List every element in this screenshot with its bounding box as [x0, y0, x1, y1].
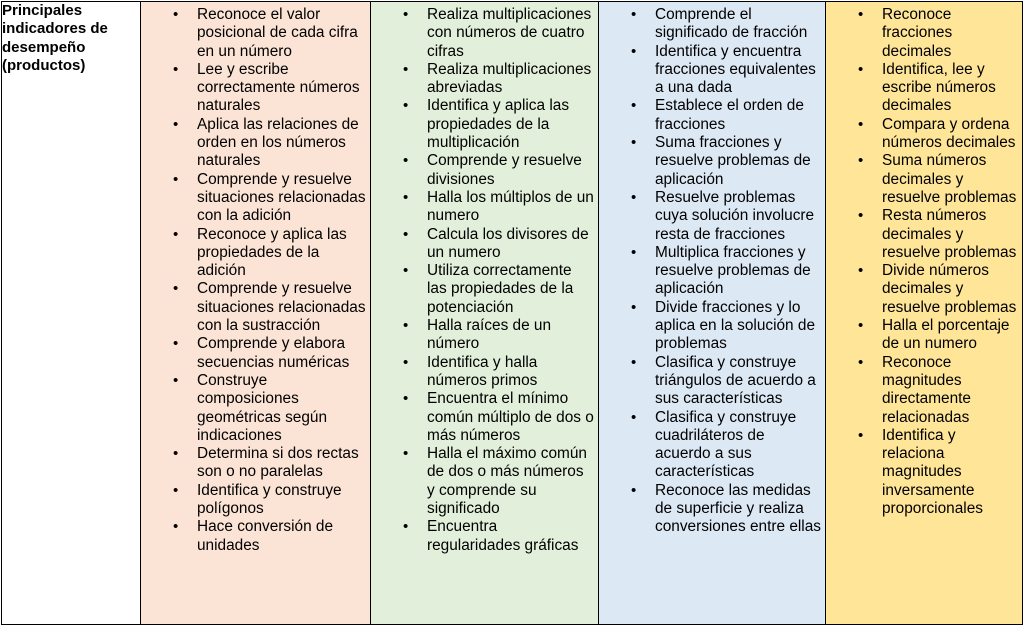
list-item: • Identifica, lee y escribe números decimales [826, 61, 1020, 116]
list-item: • Resta números decimales y resuelve problemas [826, 207, 1020, 262]
list-item: • Identifica y halla números primos [371, 354, 594, 391]
list-item: • Clasifica y construye cuadriláteros de acuerdo a sus características [599, 409, 821, 482]
list-item: • Compara y ordena números decimales [826, 116, 1020, 153]
list-item: • Lee y escribe correctamente números naturales [141, 61, 366, 116]
list-item: • Comprende y resuelve situaciones relacionadas con la adición [141, 171, 366, 226]
list-item: • Resuelve problemas cuya solución involucre resta de fracciones [599, 189, 821, 244]
indicator-column-1 [141, 2, 371, 625]
list-item: • Halla raíces de un número [371, 317, 594, 354]
list-item: • Halla los múltiplos de un numero [371, 189, 594, 226]
list-item: • Realiza multiplicaciones abreviadas [371, 61, 594, 98]
list-item: • Hace conversión de unidades [141, 518, 366, 555]
list-item: • Construye composiciones geométricas según indicaciones [141, 372, 366, 445]
list-item: • Comprende y resuelve situaciones relacionadas con la sustracción [141, 280, 366, 335]
list-item: • Halla el porcentaje de un numero [826, 317, 1020, 354]
indicator-list-4 [826, 2, 1022, 518]
list-item: • Identifica y aplica las propiedades de la multiplicación [371, 97, 594, 152]
indicator-list-3 [599, 2, 825, 537]
list-item: • Determina si dos rectas son o no paralelas [141, 445, 366, 482]
list-item: • Reconoce magnitudes directamente relacionadas [826, 354, 1020, 427]
indicator-column-2 [371, 2, 599, 625]
list-item: • Reconoce el valor posicional de cada cifra en un número [141, 6, 366, 61]
list-item: • Encuentra regularidades gráficas [371, 518, 594, 555]
list-item: • Identifica y construye polígonos [141, 482, 366, 519]
list-item: • Realiza multiplicaciones con números de cuatro cifras [371, 6, 594, 61]
indicator-column-4 [826, 2, 1023, 625]
list-item: • Identifica y encuentra fracciones equivalentes a una dada [599, 43, 821, 98]
list-item: • Suma fracciones y resuelve problemas de aplicación [599, 134, 821, 189]
list-item: • Comprende y elabora secuencias numéricas [141, 335, 366, 372]
list-item: • Multiplica fracciones y resuelve problemas de aplicación [599, 244, 821, 299]
list-item: • Divide números decimales y resuelve problemas [826, 262, 1020, 317]
list-item: • Encuentra el mínimo común múltiplo de dos o más números [371, 390, 594, 445]
indicator-list-1 [141, 2, 370, 555]
list-item: • Clasifica y construye triángulos de acuerdo a sus características [599, 354, 821, 409]
indicator-column-3 [599, 2, 826, 625]
list-item: • Comprende el significado de fracción [599, 6, 821, 43]
list-item: • Calcula los divisores de un numero [371, 226, 594, 263]
list-item: • Reconoce y aplica las propiedades de la adición [141, 226, 366, 281]
list-item: • Identifica y relaciona magnitudes inversamente proporcionales [826, 427, 1020, 518]
indicator-list-2 [371, 2, 598, 555]
list-item: • Reconoce fracciones decimales [826, 6, 1020, 61]
list-item: • Halla el máximo común de dos o más números y comprende su significado [371, 445, 594, 518]
list-item: • Divide fracciones y lo aplica en la solución de problemas [599, 299, 821, 354]
list-item: • Aplica las relaciones de orden en los números naturales [141, 116, 366, 171]
indicators-table [1, 1, 1023, 625]
list-item: • Comprende y resuelve divisiones [371, 152, 594, 189]
list-item: • Utiliza correctamente las propiedades de la potenciación [371, 262, 594, 317]
list-item: • Suma números decimales y resuelve problemas [826, 152, 1020, 207]
list-item: • Reconoce las medidas de superficie y realiza conversiones entre ellas [599, 482, 821, 537]
table-row [2, 2, 1023, 625]
list-item: • Establece el orden de fracciones [599, 97, 821, 134]
row-header-label: Principales indicadores de desempeño (productos) [2, 2, 108, 74]
row-header-cell [2, 2, 141, 625]
